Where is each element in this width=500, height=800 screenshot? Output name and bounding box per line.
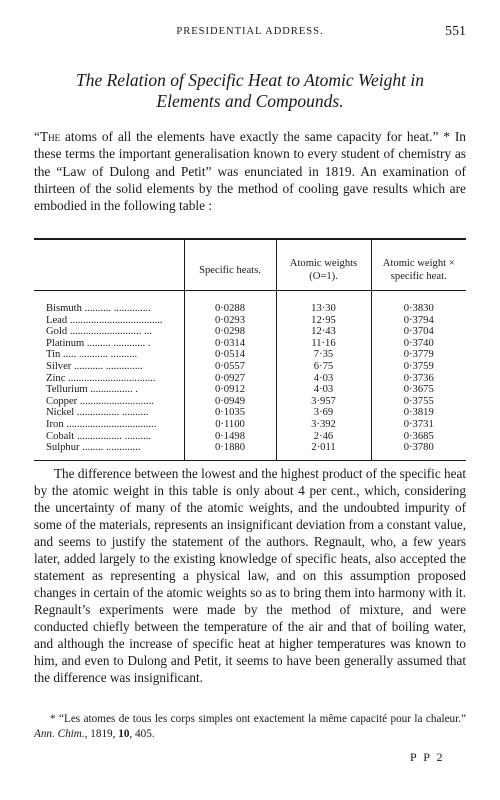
- opening-word: The: [39, 129, 61, 144]
- opening-paragraph: [34, 128, 466, 214]
- opening-paragraph-text: atoms of all the elements have exactly the same capacity for heat.” * In these terms the important generalisation known to every student of chemistry as the “Law of Dulong and Petit” was enunciated in 1819. An examination of thirteen of the solid elements by the method of cooling gave results which are embodied in the following table :: [34, 129, 466, 214]
- header-specific-heats: Specific heats.: [184, 240, 276, 291]
- table-row: [34, 431, 466, 443]
- table-row: [34, 442, 466, 454]
- row-specific-heat: 0·1100: [184, 419, 276, 431]
- row-element: Silver ........... ..............: [46, 360, 143, 372]
- row-product: 0·3755: [371, 396, 466, 408]
- row-product: 0·3759: [371, 361, 466, 373]
- row-specific-heat: 0·0949: [184, 396, 276, 408]
- row-product: 0·3731: [371, 419, 466, 431]
- row-specific-heat: 0·0927: [184, 373, 276, 385]
- table-row: [34, 326, 466, 338]
- table-row: [34, 419, 466, 431]
- discussion-paragraph: [34, 465, 466, 686]
- row-atomic-weight: 12·95: [276, 315, 371, 327]
- running-head-title: PRESIDENTIAL ADDRESS.: [176, 26, 324, 37]
- row-specific-heat: 0·1498: [184, 431, 276, 443]
- footnote-volume: 10: [118, 728, 130, 740]
- footnote-journal: Ann. Chim.: [34, 728, 85, 740]
- row-atomic-weight: 7·35: [276, 349, 371, 361]
- row-element: Bismuth .......... ..............: [46, 303, 151, 314]
- table-spacer: [34, 291, 466, 304]
- row-specific-heat: 0·0293: [184, 315, 276, 327]
- row-specific-heat: 0·0298: [184, 326, 276, 338]
- row-product: 0·3685: [371, 431, 466, 443]
- running-head: [34, 24, 466, 42]
- table-header-row: [34, 240, 466, 291]
- row-atomic-weight: 2·46: [276, 431, 371, 443]
- row-atomic-weight: 4·03: [276, 384, 371, 396]
- row-product: 0·3830: [371, 303, 466, 315]
- row-element: Copper ............................: [46, 395, 154, 407]
- opening-quote: “: [34, 129, 40, 144]
- row-specific-heat: 0·0912: [184, 384, 276, 396]
- row-product: 0·3819: [371, 407, 466, 419]
- row-atomic-weight: 11·16: [276, 338, 371, 350]
- row-atomic-weight: 12·43: [276, 326, 371, 338]
- table-row: [34, 315, 466, 327]
- article-title-line-1: The Relation of Specific Heat to Atomic Weight in: [75, 70, 424, 90]
- row-element: Tellurium ................ .: [46, 384, 138, 396]
- table-body: [34, 291, 466, 460]
- row-atomic-weight: 2·011: [276, 442, 371, 454]
- row-specific-heat: 0·1035: [184, 407, 276, 419]
- row-specific-heat: 0·0288: [184, 303, 276, 315]
- table-row: [34, 338, 466, 350]
- table-row: [34, 303, 466, 315]
- row-product: 0·3794: [371, 315, 466, 327]
- page-number: 551: [445, 24, 466, 39]
- row-atomic-weight: 4·03: [276, 373, 371, 385]
- data-table: [34, 240, 466, 460]
- row-atomic-weight: 3·957: [276, 396, 371, 408]
- row-product: 0·3704: [371, 326, 466, 338]
- signature-mark: P P 2: [410, 750, 445, 764]
- footnote-citation: , 1819,: [84, 728, 119, 740]
- row-element: Lead ...................................: [46, 314, 163, 326]
- article-title-line-2: Elements and Compounds.: [156, 91, 344, 111]
- footnote: [34, 712, 466, 742]
- row-atomic-weight: 6·75: [276, 361, 371, 373]
- row-element: Tin ..... ........... ..........: [46, 349, 138, 361]
- row-product: 0·3740: [371, 338, 466, 350]
- article-title: [34, 70, 466, 112]
- table-row: [34, 384, 466, 396]
- row-element: Cobalt ................. ..........: [46, 430, 152, 442]
- header-product: Atomic weight × specific heat.: [371, 240, 466, 291]
- row-atomic-weight: 13·30: [276, 303, 371, 315]
- row-specific-heat: 0·0557: [184, 361, 276, 373]
- header-atomic-weights: Atomic weights (O=1).: [276, 240, 371, 291]
- table-row: [34, 396, 466, 408]
- specific-heat-table: [34, 238, 466, 461]
- row-element: Platinum ......... ............ .: [46, 337, 151, 349]
- table-bottom-rule: [34, 460, 466, 461]
- table-row: [34, 349, 466, 361]
- row-element: Zinc .................................: [46, 372, 156, 384]
- row-product: 0·3779: [371, 349, 466, 361]
- row-product: 0·3675: [371, 384, 466, 396]
- footnote-pages: , 405.: [129, 728, 155, 740]
- row-specific-heat: 0·0514: [184, 349, 276, 361]
- row-atomic-weight: 3·69: [276, 407, 371, 419]
- discussion-paragraph-text: The difference between the lowest and the highest product of the specific heat by the atomic weight in this table is only about 4 per cent., which, considering the uncertainty of many of the atomic weights, and the undoubted impurity of some of the materials, represents an insignificant deviation from a constant value, and seems to justify the statement of the authors. Regnault, who, a few years later, added largely to the existing knowledge of specific heats, also accepted the statement as representing a physical law, and on this assumption proposed changes in certain of the atomic weights so as to bring them into harmony with it. Regnault’s experiments were made by the method of mixture, and were conducted chiefly between the temperature of the air and that of boiling water, and although the increase of specific heat at higher temperatures was known to him, and even to Dulong and Petit, it seems to have been generally assumed that the difference was insignificant.: [34, 466, 466, 685]
- footnote-text: * “Les atomes de tous les corps simples ont exactement la même capacité pour la chaleur.”: [50, 713, 466, 725]
- header-element: [34, 240, 184, 291]
- row-specific-heat: 0·1880: [184, 442, 276, 454]
- table-row: [34, 373, 466, 385]
- row-element: Gold ........................... ...: [46, 326, 152, 338]
- row-element: Iron ..................................: [46, 418, 157, 430]
- row-product: 0·3736: [371, 373, 466, 385]
- row-element: Sulphur ........ .............: [46, 442, 141, 454]
- row-element: Nickel ................ ..........: [46, 407, 149, 419]
- table-row: [34, 361, 466, 373]
- row-specific-heat: 0·0314: [184, 338, 276, 350]
- row-atomic-weight: 3·392: [276, 419, 371, 431]
- row-product: 0·3780: [371, 442, 466, 454]
- table-row: [34, 407, 466, 419]
